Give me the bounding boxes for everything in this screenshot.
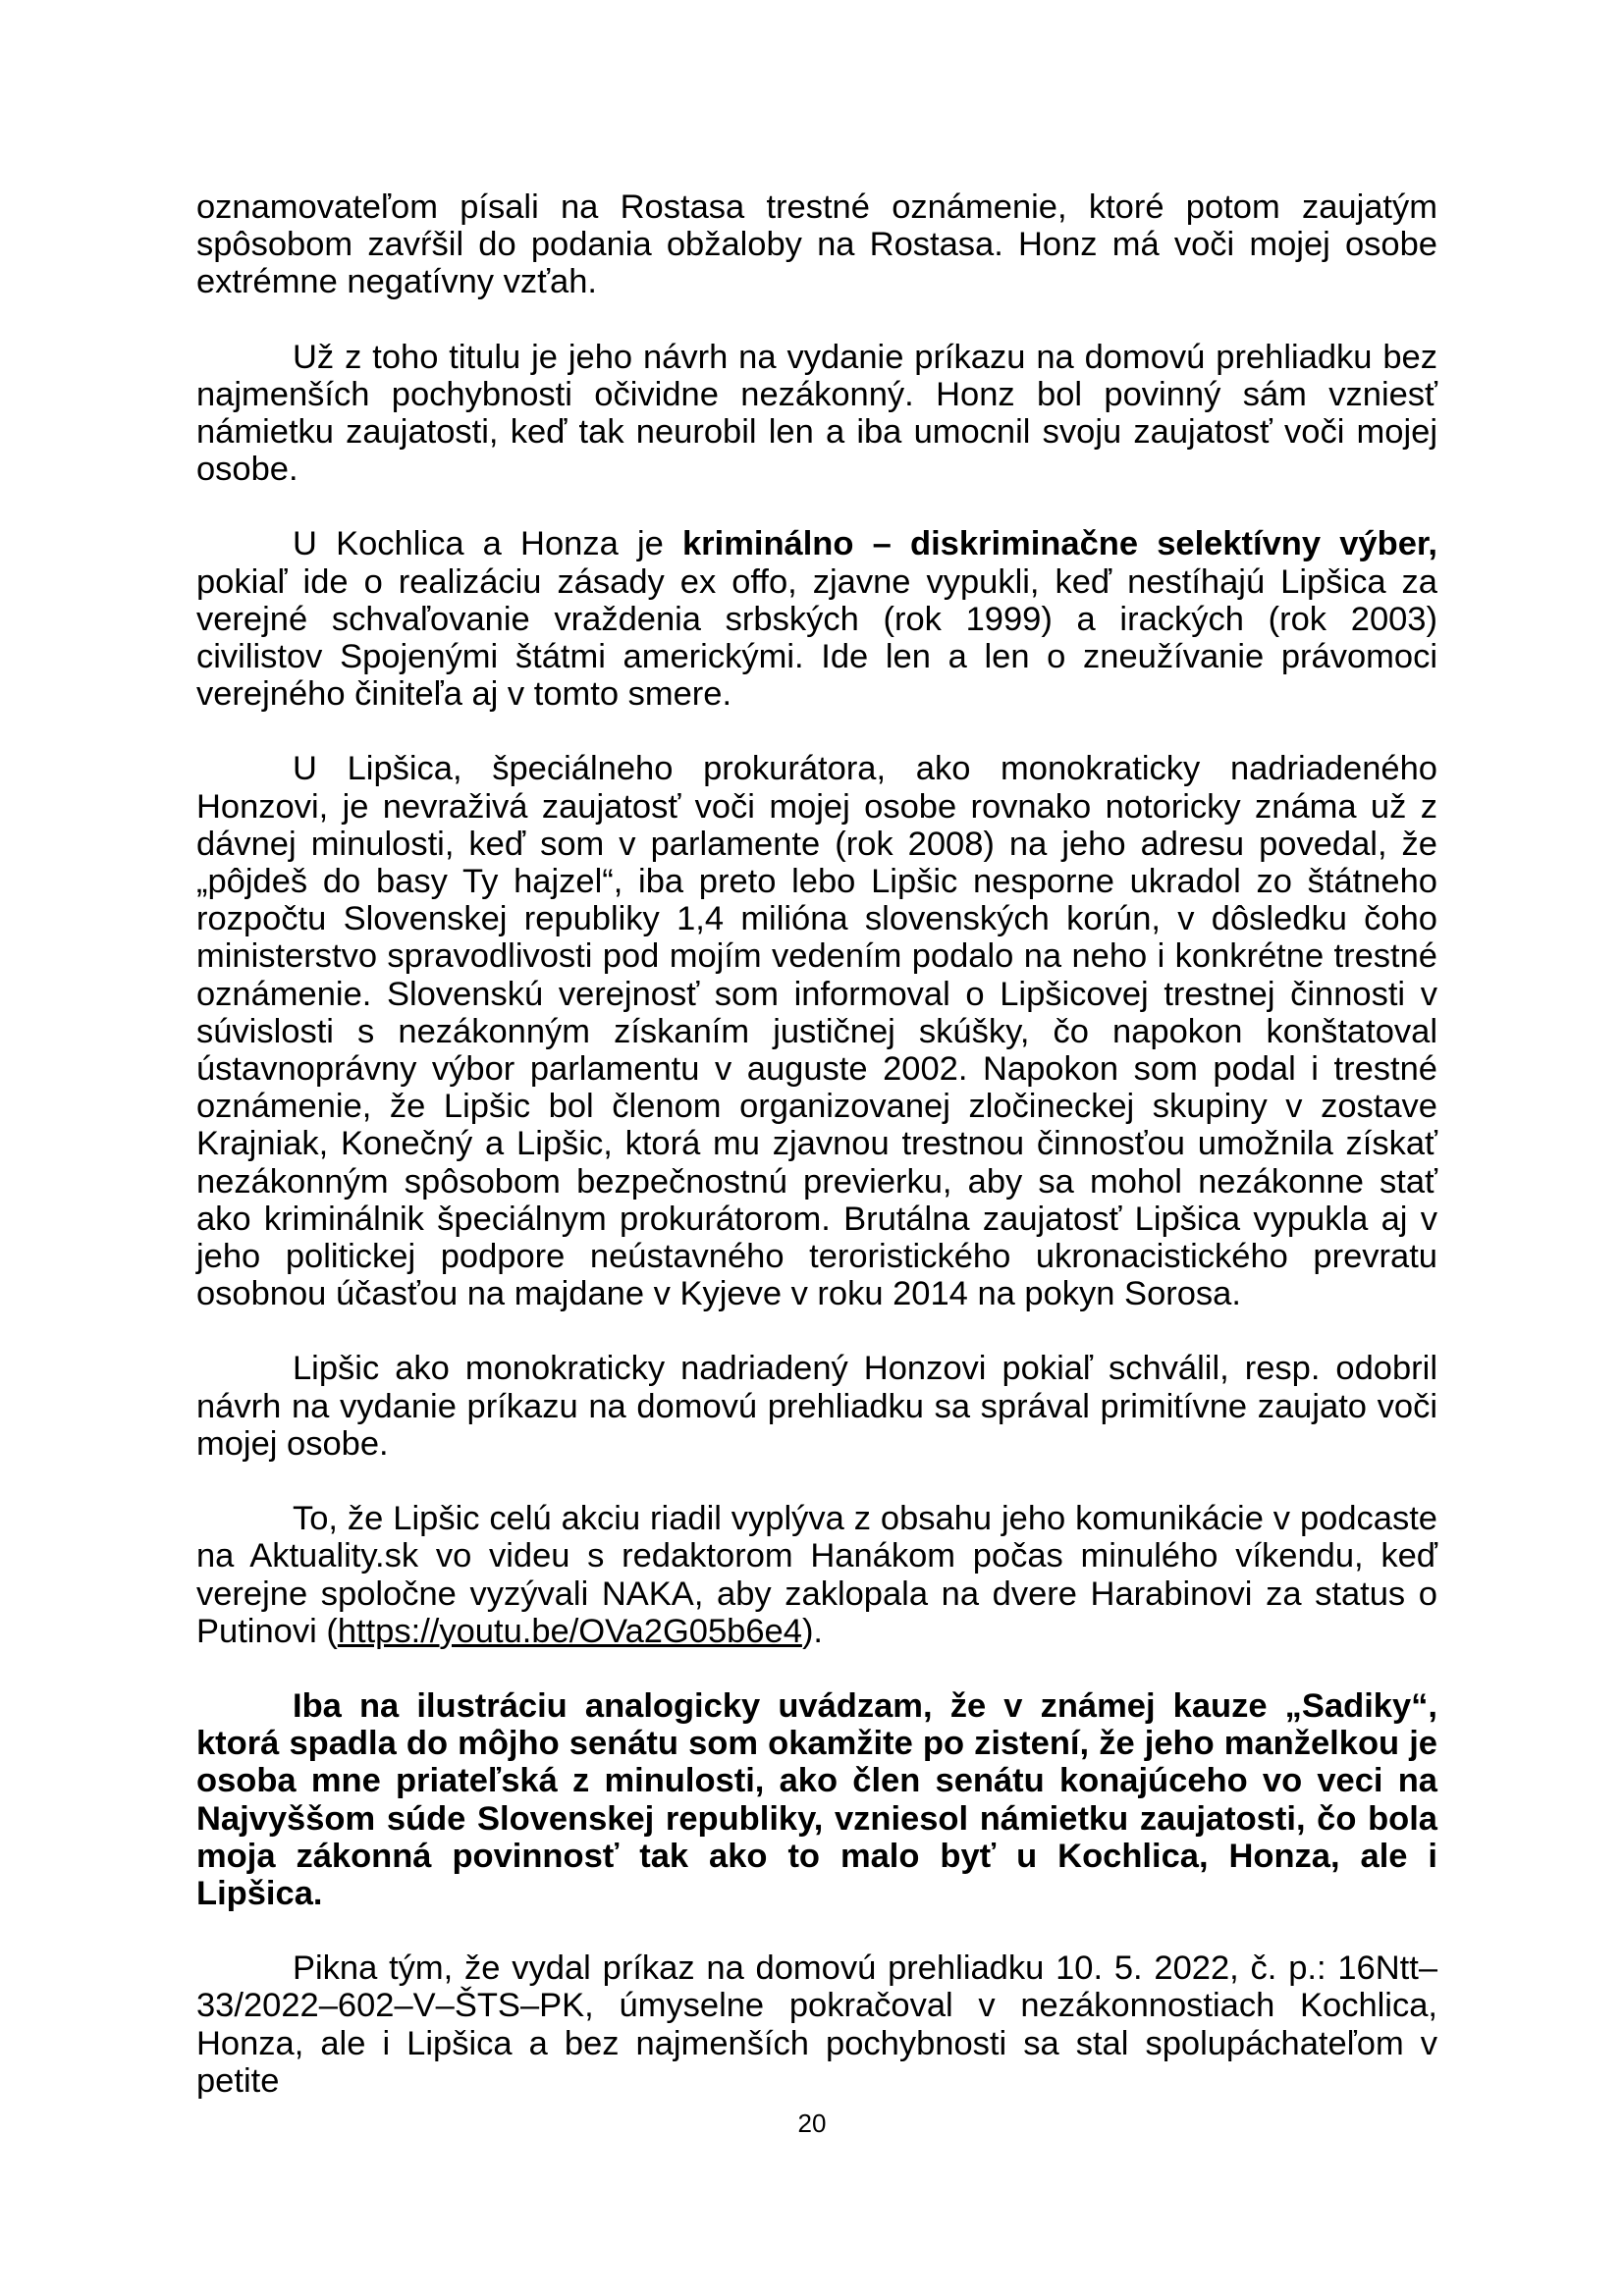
paragraph-5: Lipšic ako monokraticky nadriadený Honzovi pokiaľ schválil, resp. odobril návrh na vydanie príkazu na domovú prehliadku sa správal primitívne zaujato voči mojej osobe. <box>196 1350 1437 1463</box>
page-number: 20 <box>797 2109 827 2138</box>
paragraph-6-text-start: To, že Lipšic celú akciu riadil vyplýva z obsahu jeho komunikácie v podcaste na Aktuality.sk vo videu s redaktorom Hanákom počas minulého víkendu, keď verejne spoločne vyzývali NAKA, aby zaklopala na dvere Harabinovi za status o Putinovi ( <box>196 1500 1437 1650</box>
paragraph-2: Už z toho titulu je jeho návrh na vydanie príkazu na domovú prehliadku bez najmenších pochybnosti očividne nezákonný. Honz bol povinný sám vzniesť námietku zaujatosti, keď tak neurobil len a iba umocnil svoju zaujatosť voči mojej osobe. <box>196 338 1437 489</box>
paragraph-8: Pikna tým, že vydal príkaz na domovú prehliadku 10. 5. 2022, č. p.: 16Ntt–33/2022–602–V–ŠTS–PK, úmyselne pokračoval v nezákonnostiach Kochlica, Honza, ale i Lipšica a bez najmenších pochybnosti sa stal spolupáchateľom v petite <box>196 1949 1437 2100</box>
paragraph-3-text-start: U Kochlica a Honza je <box>293 525 682 563</box>
paragraph-6 <box>196 1500 1437 1650</box>
paragraph-4: U Lipšica, špeciálneho prokurátora, ako monokraticky nadriadeného Honzovi, je nevraživá zaujatosť voči mojej osobe rovnako notoricky známa už z dávnej minulosti, keď som v parlamente (rok 2008) na jeho adresu povedal, že „pôjdeš do basy Ty hajzel“, iba preto lebo Lipšic nesporne ukradol zo štátneho rozpočtu Slovenskej republiky 1,4 milióna slovenských korún, v dôsledku čoho ministerstvo spravodlivosti pod mojím vedením podalo na neho i konkrétne trestné oznámenie. Slovenskú verejnosť som informoval o Lipšicovej trestnej činnosti v súvislosti s nezákonným získaním justičnej skúšky, čo napokon konštatoval ústavnoprávny výbor parlamentu v auguste 2002. Napokon som podal i trestné oznámenie, že Lipšic bol členom organizovanej zločineckej skupiny v zostave Krajniak, Konečný a Lipšic, ktorá mu zjavnou trestnou činnosťou umožnila získať nezákonným spôsobom bezpečnostnú previerku, aby sa mohol nezákonne stať ako kriminálnik špeciálnym prokurátorom. Brutálna zaujatosť Lipšica vypukla aj v jeho politickej podpore neústavného teroristického ukronacistického prevratu osobnou účasťou na majdane v Kyjeve v roku 2014 na pokyn Sorosa. <box>196 750 1437 1313</box>
paragraph-6-text-end: ). <box>801 1612 824 1650</box>
paragraph-7-bold-text: Iba na ilustráciu analogicky uvádzam, že v známej kauze „Sadiky“, ktorá spadla do môjho senátu som okamžite po zistení, že jeho manželkou je osoba mne priateľská z minulosti, ako člen senátu konajúceho vo veci na Najvyššom súde Slovenskej republiky, vzniesol námietku zaujatosti, čo bola moja zákonná povinnosť tak ako to malo byť u Kochlica, Honza, ale i Lipšica. <box>196 1686 1437 1912</box>
paragraph-1: oznamovateľom písali na Rostasa trestné oznámenie, ktoré potom zaujatým spôsobom zavŕšil do podania obžaloby na Rostasa. Honz má voči mojej osobe extrémne negatívny vzťah. <box>196 188 1437 301</box>
paragraph-3 <box>196 525 1437 713</box>
paragraph-3-text-end: pokiaľ ide o realizáciu zásady ex offo, zjavne vypukli, keď nestíhajú Lipšica za verejné schvaľovanie vraždenia srbských (rok 1999) a irackých (rok 2003) civilistov Spojenými štátmi americkými. Ide len a len o zneužívanie právomoci verejného činiteľa aj v tomto smere. <box>196 562 1437 714</box>
paragraph-7 <box>196 1687 1437 1912</box>
paragraph-3-bold-phrase: kriminálno – diskriminačne selektívny výber, <box>682 525 1437 563</box>
youtube-link[interactable]: https://youtu.be/OVa2G05b6e4 <box>337 1612 802 1650</box>
document-body <box>196 188 1437 2137</box>
